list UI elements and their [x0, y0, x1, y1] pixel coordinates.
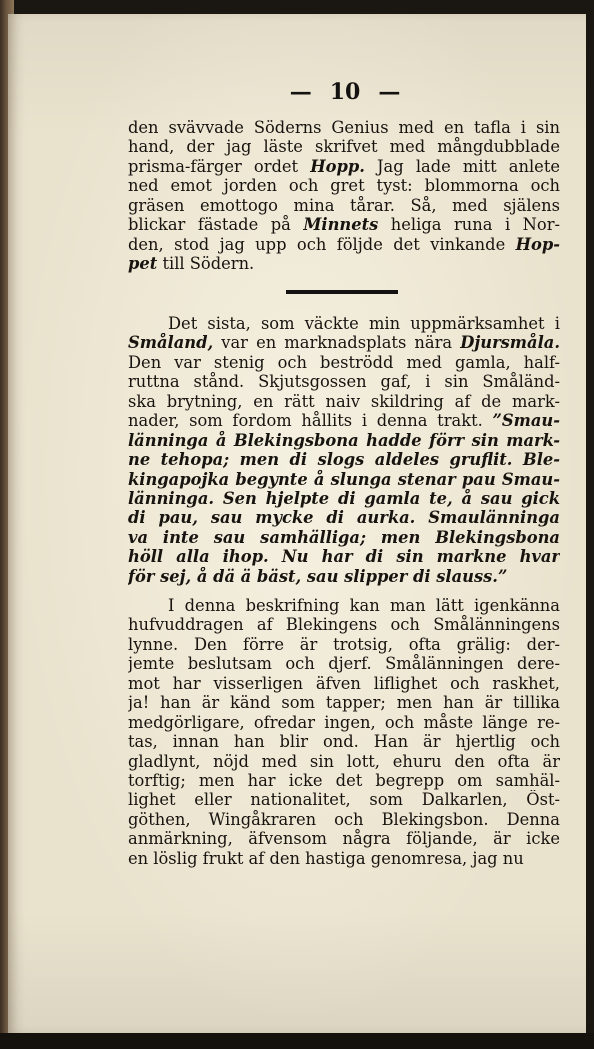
- text-line: [128, 215, 560, 234]
- page-bottom-edge: [0, 1033, 594, 1049]
- text-run: hand, der jag läste skrifvet med mångdubblade: [128, 137, 560, 157]
- paragraph-character-description: [128, 596, 560, 868]
- text-line: [128, 508, 560, 527]
- text-line: [128, 635, 560, 654]
- italic-text-run: ”Smau-: [492, 411, 560, 431]
- text-run: ruttna stånd. Skjutsgossen gaf, i sin Småländ-: [128, 372, 560, 392]
- text-run: en löslig frukt af den hastiga genomresa, jag nu: [128, 848, 524, 868]
- text-run: tas, innan han blir ond. Han är hjertlig och: [128, 732, 560, 752]
- text-line: [128, 829, 560, 848]
- text-line: [128, 411, 560, 430]
- text-run: blickar fästade på: [128, 215, 304, 235]
- text-run: lynne. Den förre är trotsig, ofta grälig: der-: [128, 634, 560, 654]
- text-line: [128, 235, 560, 254]
- text-line: [128, 790, 560, 809]
- text-line: [128, 752, 560, 771]
- text-run: medgörligare, ofredar ingen, och måste länge re-: [128, 712, 560, 732]
- italic-text-run: di pau, sau mycke di aurka. Smaulänninga: [128, 508, 560, 528]
- text-run: ned emot jorden och gret tyst: blommorna och: [128, 176, 560, 196]
- italic-text-run: va inte sau samhälliga; men Blekingsbona: [128, 527, 560, 547]
- text-run: lighet eller nationalitet, som Dalkarlen, Öst-: [128, 790, 560, 810]
- text-line: [128, 771, 560, 790]
- text-run: jemte beslutsam och djerf. Smålänningen dere-: [128, 654, 560, 674]
- text-line: [128, 810, 560, 829]
- text-line: [128, 693, 560, 712]
- text-line: [128, 713, 560, 732]
- text-line: [128, 567, 560, 586]
- text-line: [128, 392, 560, 411]
- text-line: [128, 615, 560, 634]
- italic-text-run: Minnets: [303, 215, 379, 235]
- text-run: Den var stenig och beströdd med gamla, half-: [128, 352, 560, 372]
- text-run: till Södern.: [157, 254, 255, 274]
- text-line: [128, 674, 560, 693]
- text-line: [128, 137, 560, 156]
- text-run: var en marknadsplats nära: [213, 333, 461, 353]
- text-line: [128, 314, 560, 333]
- italic-text-run: ne tehopa; men di slogs aldeles gruflit. Ble-: [128, 450, 560, 470]
- text-line: [128, 654, 560, 673]
- text-line: [128, 596, 560, 615]
- italic-text-run: för sej, å dä ä bäst, sau slipper di slauss.”: [128, 566, 508, 586]
- text-run: Jag lade mitt anlete: [364, 156, 560, 176]
- text-run: Det sista, som väckte min uppmärksamhet i: [168, 314, 560, 333]
- text-run: gladlynt, nöjd med sin lott, ehuru den ofta är: [128, 751, 560, 771]
- text-line: [128, 196, 560, 215]
- text-run: gräsen emottogo mina tårar. Så, med själens: [128, 195, 560, 215]
- text-run: den svävvade Söderns Genius med en tafla i sin: [128, 118, 560, 137]
- text-run: ska brytning, en rätt naiv skildring af de mark-: [128, 391, 560, 411]
- text-line: [128, 176, 560, 195]
- text-line: [128, 489, 560, 508]
- text-line: [128, 353, 560, 372]
- italic-text-run: pet: [128, 254, 158, 274]
- text-line: [128, 157, 560, 176]
- section-divider-rule: [286, 290, 398, 294]
- text-line: [128, 849, 560, 868]
- text-run: den, stod jag upp och följde det vinkande: [128, 234, 516, 254]
- text-run: nader, som fordom hållits i denna trakt.: [128, 411, 493, 431]
- italic-text-run: länninga. Sen hjelpte di gamla te, å sau gick: [128, 488, 560, 508]
- italic-text-run: Hopp.: [310, 156, 365, 176]
- paragraph-continuation: [128, 118, 560, 274]
- italic-text-run: länninga å Blekingsbona hadde förr sin mark-: [128, 430, 560, 450]
- page-header: [270, 78, 420, 106]
- text-line: [128, 450, 560, 469]
- italic-text-run: Djursmåla.: [460, 333, 560, 353]
- text-run: anmärkning, äfvensom några följande, är icke: [128, 829, 560, 849]
- text-run: ja! han är känd som tapper; men han är tillika: [128, 693, 560, 713]
- header-right-dash: —: [378, 79, 401, 105]
- text-run: heliga runa i Nor-: [378, 215, 560, 235]
- page-number: 10: [329, 79, 361, 105]
- italic-text-run: Småland,: [128, 333, 214, 353]
- text-run: hufvuddragen af Blekingens och Smålänningens: [128, 615, 560, 635]
- text-run: I denna beskrifning kan man lätt igenkänna: [168, 596, 560, 615]
- text-line: [128, 372, 560, 391]
- text-run: göthen, Wingåkraren och Blekingsbon. Denna: [128, 809, 560, 829]
- text-run: mot har visserligen äfven liflighet och raskhet,: [128, 673, 560, 693]
- italic-text-run: Hop-: [515, 234, 560, 254]
- text-run: prisma-färger ordet: [128, 156, 311, 176]
- text-line: [128, 431, 560, 450]
- text-line: [128, 254, 560, 273]
- text-line: [128, 528, 560, 547]
- paragraph-marketplace: [128, 314, 560, 586]
- text-line: [128, 118, 560, 137]
- text-line: [128, 470, 560, 489]
- text-line: [128, 732, 560, 751]
- text-line: [128, 333, 560, 352]
- italic-text-run: höll alla ihop. Nu har di sin markne hvar: [128, 547, 560, 567]
- text-run: torftig; men har icke det begrepp om samhäl-: [128, 770, 560, 790]
- header-left-dash: —: [289, 79, 312, 105]
- text-line: [128, 547, 560, 566]
- italic-text-run: kingapojka begynte å slunga stenar pau Smau-: [128, 469, 560, 489]
